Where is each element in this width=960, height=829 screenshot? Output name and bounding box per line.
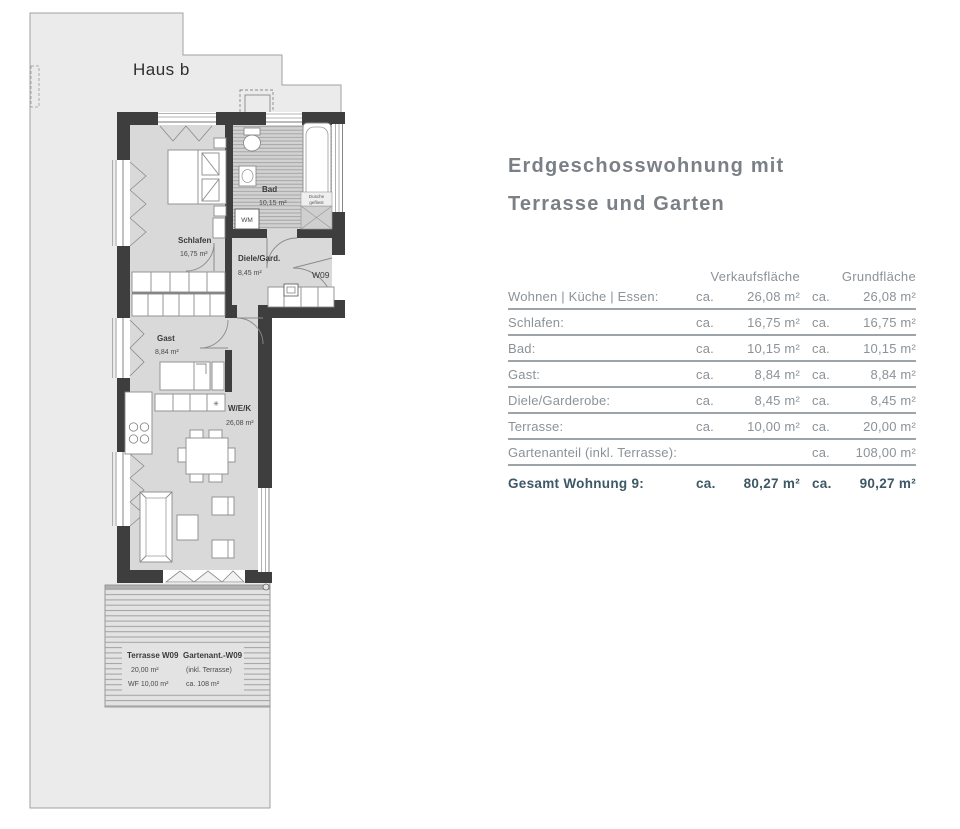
room-area-wek: 26,08 m²	[226, 420, 254, 427]
info-panel	[508, 0, 916, 829]
garden-label-note: (inkl. Terrasse)	[186, 667, 232, 674]
room-area-diele: 8,45 m²	[238, 270, 262, 277]
table-row: Gast: ca. 8,84 m² ca. 8,84 m²	[508, 362, 916, 388]
table-row: Schlafen: ca. 16,75 m² ca. 16,75 m²	[508, 310, 916, 336]
room-label-gast: Gast	[157, 334, 175, 343]
washing-machine-icon	[235, 209, 259, 229]
page-title-line1: Erdgeschosswohnung mit	[508, 155, 785, 177]
sofa-icon	[140, 492, 172, 562]
kitchen-sink-icon: ✳	[213, 401, 219, 408]
table-row: Terrasse: ca. 10,00 m² ca. 20,00 m²	[508, 414, 916, 440]
garden-label-area: ca. 108 m²	[186, 681, 220, 688]
electrical-box-icon	[284, 284, 298, 296]
room-area-gast: 8,84 m²	[155, 349, 179, 356]
room-area-schlafen: 16,75 m²	[180, 251, 208, 258]
shower-icon	[301, 192, 332, 229]
coat-closet-icon	[268, 287, 334, 307]
sink-icon	[239, 166, 256, 186]
terrace-door	[163, 570, 245, 583]
page-title	[508, 147, 916, 223]
toilet-icon	[244, 128, 261, 151]
room-label-schlafen: Schlafen	[178, 236, 212, 245]
svg-text:Dusche: Dusche	[308, 194, 325, 199]
table-total-row: Gesamt Wohnung 9: ca. 80,27 m² ca. 90,27 m²	[508, 475, 916, 491]
terrace-label-title: Terrasse W09	[127, 651, 179, 660]
window-bad-east	[332, 124, 345, 212]
room-label-bad: Bad	[262, 185, 278, 194]
table-row: Gartenanteil (inkl. Terrasse): ca. 108,00 m²	[508, 440, 916, 466]
room-label-diele: Diele/Gard.	[238, 254, 281, 263]
header-grundflaeche: Grundfläche	[841, 269, 916, 284]
coffee-table-icon	[177, 515, 198, 540]
page-title-line2: Terrasse und Garten	[508, 193, 725, 215]
garden-label-title: Gartenant.-W09	[183, 651, 243, 660]
bed-single-icon	[160, 362, 224, 390]
area-table	[508, 262, 916, 500]
terrace	[105, 585, 270, 707]
header-verkaufsflaeche: Verkaufsfläche	[710, 269, 800, 284]
house-label: Haus b	[133, 60, 190, 79]
table-row: Diele/Garderobe: ca. 8,45 m² ca. 8,45 m²	[508, 388, 916, 414]
unit-label: W09	[312, 270, 330, 280]
terrace-label-area: 20,00 m²	[131, 667, 159, 674]
room-area-bad: 10,15 m²	[259, 200, 287, 207]
dining-table-icon	[178, 430, 235, 482]
window-bad-north	[266, 112, 302, 125]
svg-text:gefliest: gefliest	[309, 200, 324, 205]
svg-text:WM: WM	[241, 217, 253, 224]
table-row: Bad: ca. 10,15 m² ca. 10,15 m²	[508, 336, 916, 362]
table-row: Wohnen | Küche | Essen: ca. 26,08 m² ca. 26,08 m²	[508, 284, 916, 310]
drain-icon	[263, 584, 269, 590]
table-header	[508, 262, 916, 284]
terrace-label-wf: WF 10,00 m²	[128, 681, 169, 688]
wardrobe-icon	[132, 272, 225, 316]
window-wohnen-east	[258, 488, 272, 572]
room-label-wek: W/E/K	[228, 404, 252, 413]
